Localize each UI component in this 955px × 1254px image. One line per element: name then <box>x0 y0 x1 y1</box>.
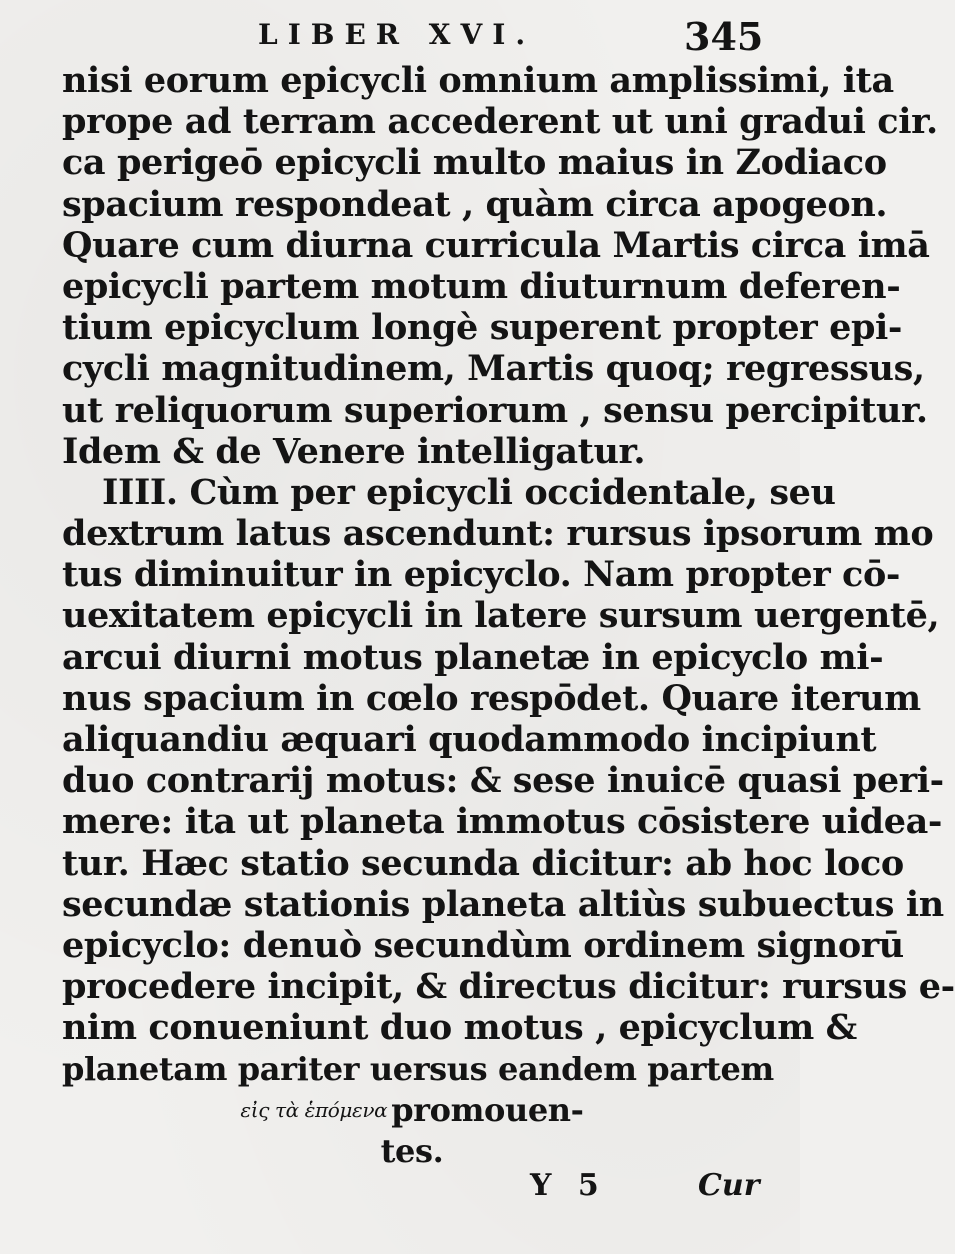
text-line: nus spacium in cœlo respōdet. Quare iterum <box>62 677 921 719</box>
text-line: Quare cum diurna curricula Martis circa imā <box>62 224 930 266</box>
text-line: prope ad terram accederent ut uni gradui cir. <box>62 101 938 143</box>
greek-phrase: εἰς τὰ ἑπόμενα <box>240 1097 388 1122</box>
text-line: spacium respondeat , quàm circa apogeon. <box>62 183 888 225</box>
paragraph-start-line: IIII. Cùm per epicycli occidentale, seu <box>102 471 836 513</box>
text-line: nim conueniunt duo motus , epicyclum & <box>62 1007 857 1049</box>
catchword: Cur <box>698 1168 760 1203</box>
text-line: mere: ita ut planeta immotus cōsistere uidea- <box>62 801 943 843</box>
signature-mark: Y 5 <box>530 1168 607 1203</box>
text-line-last: tes. <box>380 1131 444 1170</box>
text-line: epicycli partem motum diuturnum deferen- <box>62 265 901 307</box>
text-line: tus diminuitur in epicyclo. Nam propter cō- <box>62 554 901 596</box>
page-footer <box>0 1168 800 1208</box>
text-line: Idem & de Venere intelligatur. <box>62 430 646 472</box>
text-line: uexitatem epicycli in latere sursum uergentē, <box>62 595 940 637</box>
running-head: LIBER XVI. <box>258 18 536 51</box>
text-line: planetam pariter uersus eandem partem <box>62 1049 774 1088</box>
text-line: cycli magnitudinem, Martis quoq; regressus, <box>62 348 925 390</box>
page-number: 345 <box>684 14 764 59</box>
text-line-rest: promouen- <box>391 1090 584 1129</box>
text-line: procedere incipit, & directus dicitur: rursus e- <box>62 966 955 1008</box>
text-line: aliquandiu æquari quodammodo incipiunt <box>62 719 877 760</box>
text-line: arcui diurni motus planetæ in epicyclo mi- <box>62 636 884 678</box>
text-line: secundæ stationis planeta altiùs subuectus in <box>62 883 944 925</box>
text-line: ut reliquorum superiorum , sensu percipitur. <box>62 389 928 431</box>
text-line: tium epicyclum longè superent propter epi- <box>62 307 903 349</box>
text-line: nisi eorum epicycli omnium amplissimi, ita <box>62 60 894 101</box>
text-line: tur. Hæc statio secunda dicitur: ab hoc loco <box>62 842 904 884</box>
text-line-with-greek <box>62 1090 762 1131</box>
page-header <box>0 14 800 64</box>
text-line: duo contrarij motus: & sese inuicē quasi peri- <box>62 760 944 802</box>
text-line: epicyclo: denuò secundùm ordinem signorū <box>62 924 904 966</box>
text-line: ca perigeō epicycli multo maius in Zodiaco <box>62 142 887 184</box>
text-line: dextrum latus ascendunt: rursus ipsorum mo <box>62 513 934 555</box>
body-text <box>62 60 955 1172</box>
